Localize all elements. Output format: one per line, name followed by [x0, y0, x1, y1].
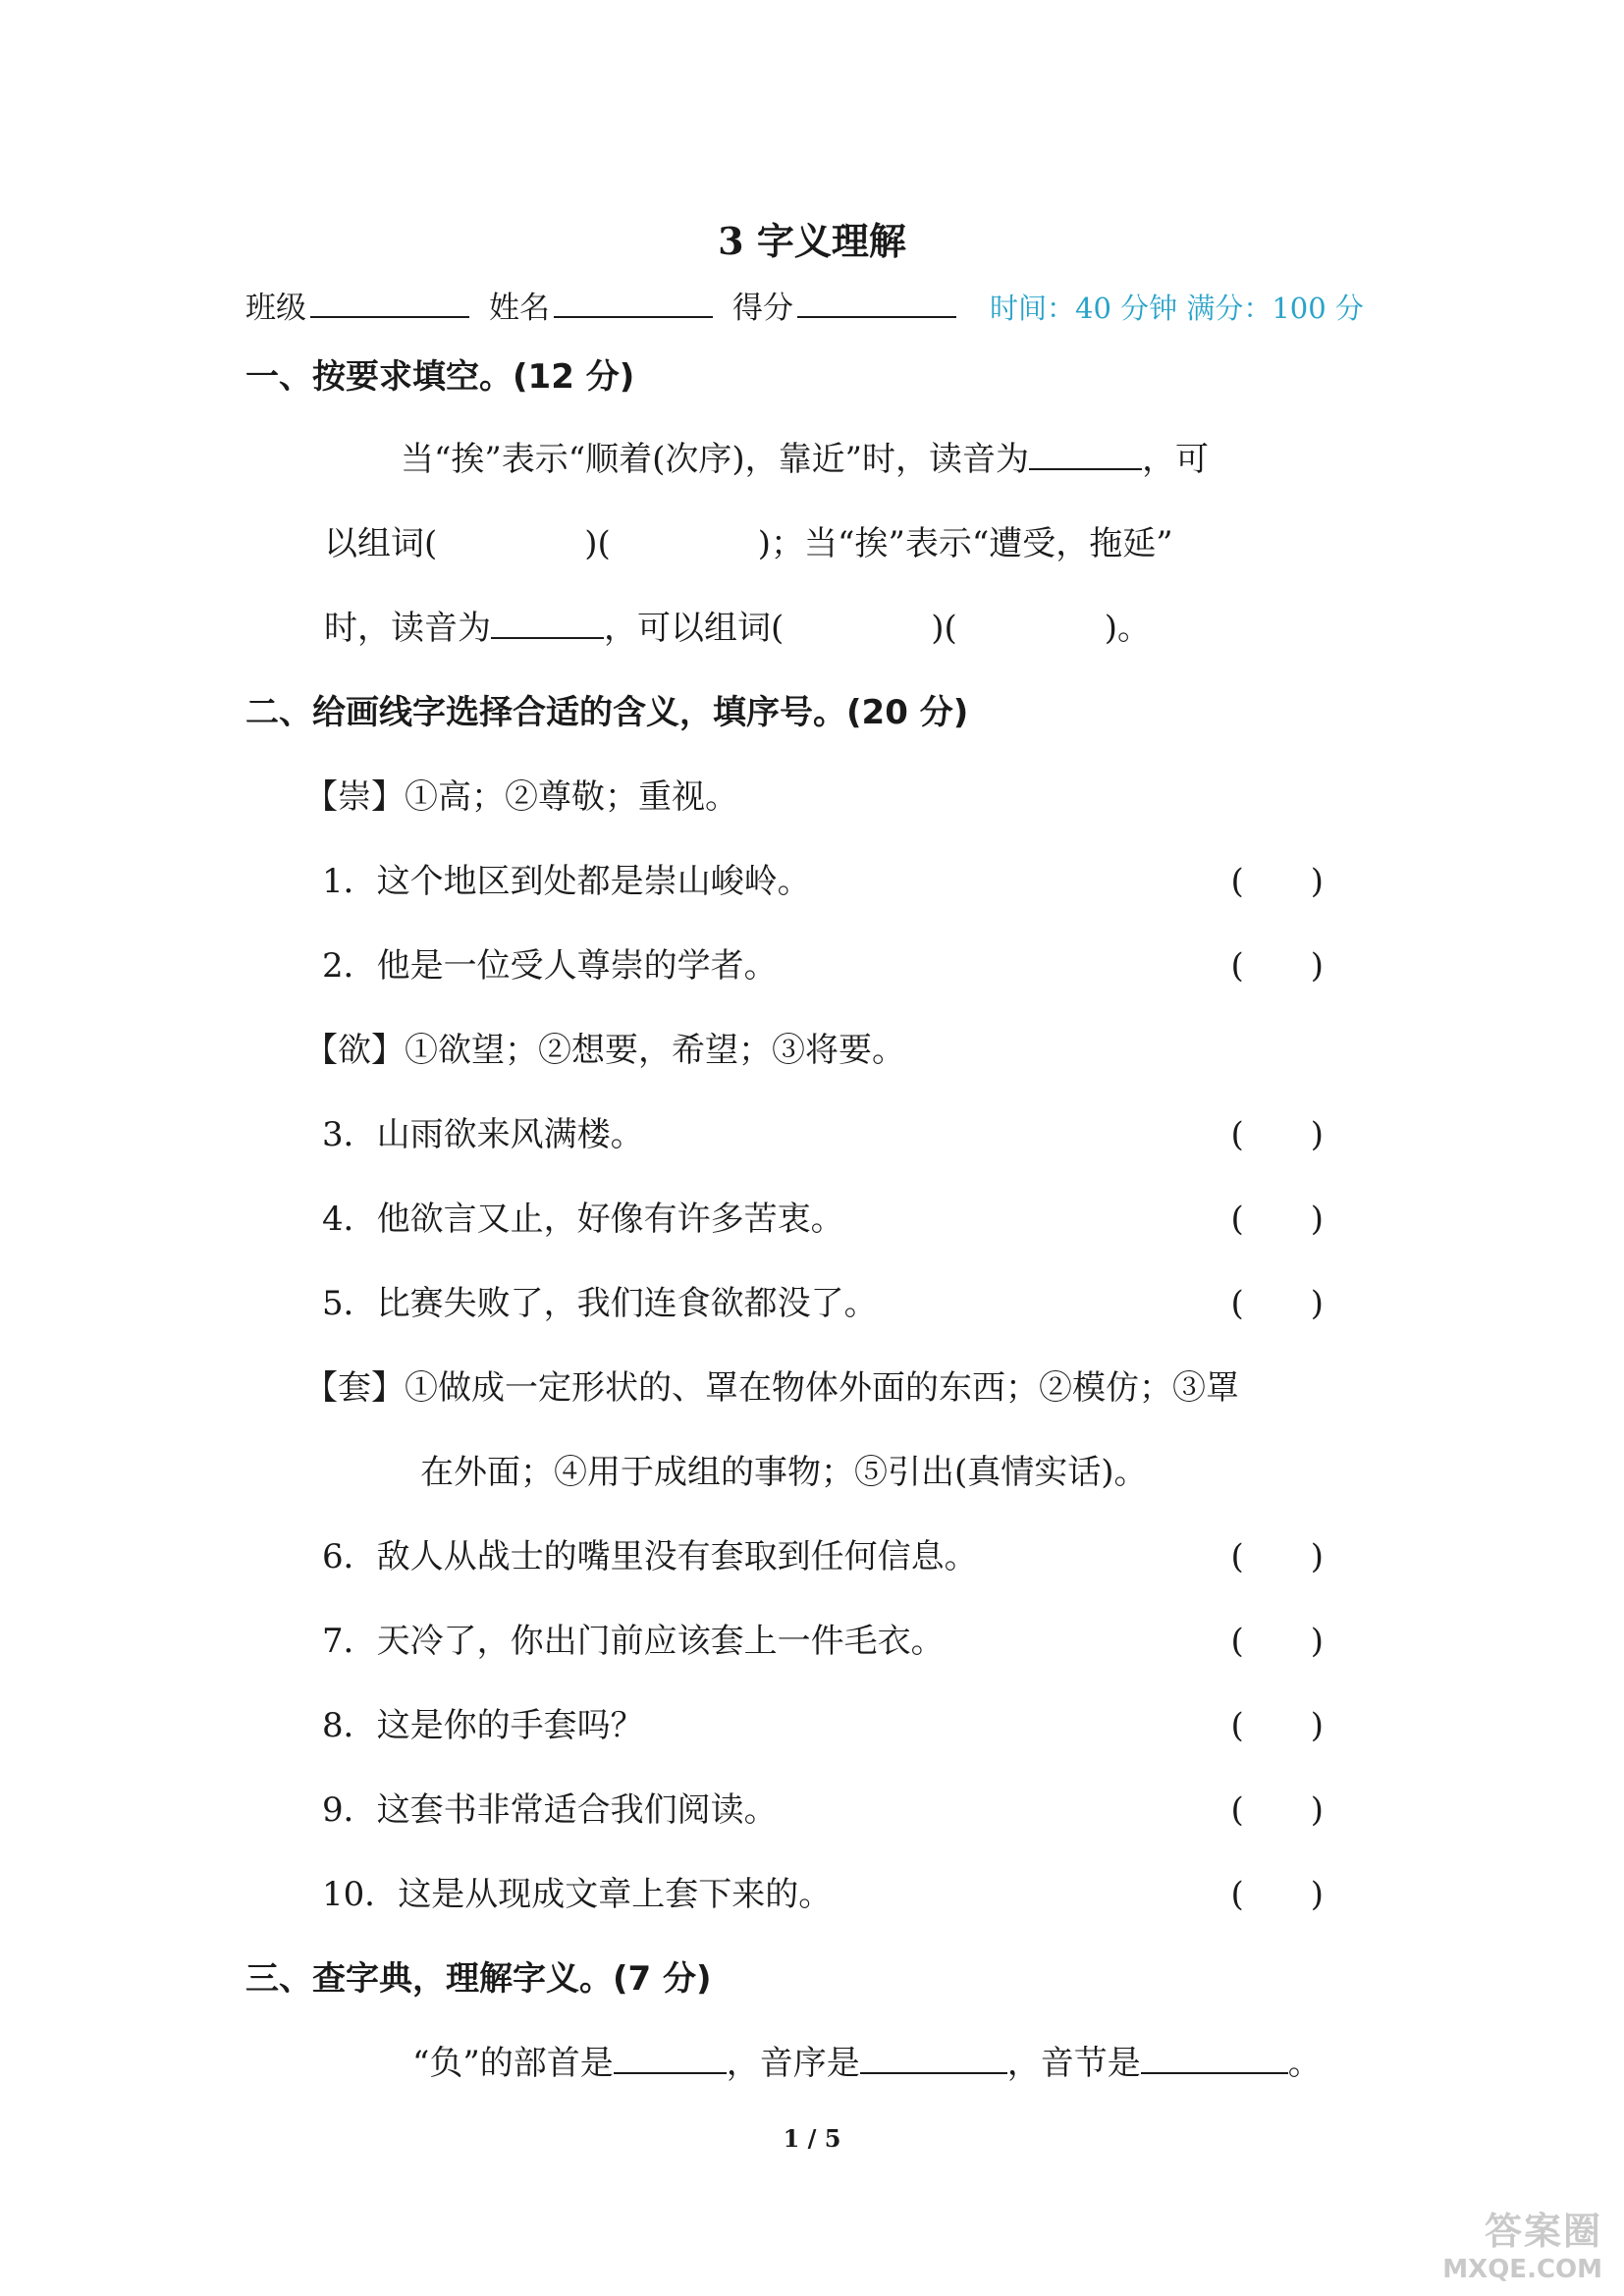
answer-paren[interactable]: ( ) — [1230, 1537, 1324, 1576]
watermark-line2: MXQE.COM — [1442, 2255, 1602, 2284]
score-label: 得分 — [732, 291, 793, 326]
answer-paren[interactable]: ( ) — [1230, 1284, 1324, 1323]
s1-text: )( — [931, 609, 957, 648]
answer-paren[interactable]: ( ) — [1230, 1200, 1324, 1239]
question-item — [322, 1698, 1324, 1746]
s1-text: )( — [584, 524, 611, 563]
section1-heading: 一、按要求填空。(12 分) — [245, 357, 635, 397]
question-item — [322, 1276, 1324, 1324]
section1-line2 — [324, 516, 1173, 564]
s3-text: ，音序是 — [726, 2044, 860, 2083]
radical-blank[interactable] — [614, 2043, 727, 2074]
name-label: 姓名 — [489, 291, 550, 326]
question-text: 3．山雨欲来风满楼。 — [322, 1115, 644, 1154]
s1-text: 当“挨”表示“顺着(次序)，靠近”时，读音为 — [401, 440, 1030, 479]
question-item — [322, 1783, 1324, 1831]
question-text: 2．他是一位受人尊崇的学者。 — [322, 946, 778, 986]
question-item — [322, 1107, 1324, 1155]
question-text: 10．这是从现成文章上套下来的。 — [322, 1875, 833, 1914]
s1-text: ，可以组词( — [604, 609, 785, 648]
answer-paren[interactable]: ( ) — [1230, 1790, 1324, 1830]
answer-paren[interactable]: ( ) — [1230, 946, 1324, 986]
question-text: 7．天冷了，你出门前应该套上一件毛衣。 — [322, 1622, 945, 1661]
s1-text: 时，读音为 — [324, 609, 491, 648]
page-title: 3 字义理解 — [718, 219, 906, 263]
student-info-bar — [245, 283, 1364, 327]
question-item — [322, 1614, 1324, 1662]
answer-paren[interactable]: ( ) — [1230, 1706, 1324, 1745]
s3-text: “负”的部首是 — [412, 2044, 614, 2083]
s3-text: ，音节是 — [1006, 2044, 1141, 2083]
s1-text: )；当“挨”表示“遭受，拖延” — [757, 524, 1173, 563]
class-blank[interactable] — [310, 289, 469, 318]
question-text: 5．比赛失败了，我们连食欲都没了。 — [322, 1284, 878, 1323]
pinyin-blank-2[interactable] — [491, 608, 604, 639]
question-text: 4．他欲言又止，好像有许多苦衷。 — [322, 1200, 844, 1239]
name-blank[interactable] — [554, 289, 713, 318]
section1-line3 — [324, 601, 1151, 649]
section3-heading: 三、查字典，理解字义。(7 分) — [245, 1959, 712, 1999]
answer-paren[interactable]: ( ) — [1230, 1875, 1324, 1914]
definition-yu: 【欲】①欲望；②想要，希望；③将要。 — [304, 1031, 905, 1070]
watermark-logo — [1442, 2201, 1602, 2284]
definition-tao-2: 在外面；④用于成组的事物；⑤引出(真情实话)。 — [420, 1453, 1148, 1492]
section1-line1 — [401, 432, 1209, 480]
class-label: 班级 — [245, 291, 306, 326]
question-text: 8．这是你的手套吗？ — [322, 1706, 644, 1745]
question-item — [322, 1192, 1324, 1240]
s1-text: 以组词( — [324, 524, 438, 563]
definition-chong: 【崇】①高；②尊敬；重视。 — [304, 777, 738, 817]
question-item — [322, 1529, 1324, 1577]
definition-tao-1: 【套】①做成一定形状的、罩在物体外面的东西；②模仿；③罩 — [304, 1368, 1239, 1408]
page-number: 1 / 5 — [783, 2124, 841, 2153]
s3-text: 。 — [1287, 2044, 1322, 2083]
answer-paren[interactable]: ( ) — [1230, 1115, 1324, 1154]
question-item — [322, 1867, 1324, 1915]
s1-text: ，可 — [1142, 440, 1210, 479]
answer-paren[interactable]: ( ) — [1230, 1622, 1324, 1661]
s1-text: )。 — [1104, 609, 1152, 648]
question-text: 6．敌人从战士的嘴里没有套取到任何信息。 — [322, 1537, 978, 1576]
pinyin-blank-1[interactable] — [1029, 439, 1142, 470]
section2-heading: 二、给画线字选择合适的含义，填序号。(20 分) — [245, 693, 969, 732]
score-blank[interactable] — [797, 289, 956, 318]
time-score-info: 时间：40 分钟 满分：100 分 — [990, 292, 1364, 325]
question-text: 9．这套书非常适合我们阅读。 — [322, 1790, 778, 1830]
question-item — [322, 938, 1324, 987]
phonetic-order-blank[interactable] — [860, 2043, 1007, 2074]
watermark-line1: 答案圈 — [1484, 2210, 1602, 2253]
syllable-blank[interactable] — [1141, 2043, 1288, 2074]
question-item — [322, 854, 1324, 902]
answer-paren[interactable]: ( ) — [1230, 862, 1324, 901]
question-text: 1．这个地区到处都是崇山峻岭。 — [322, 862, 811, 901]
section3-line — [412, 2036, 1322, 2084]
